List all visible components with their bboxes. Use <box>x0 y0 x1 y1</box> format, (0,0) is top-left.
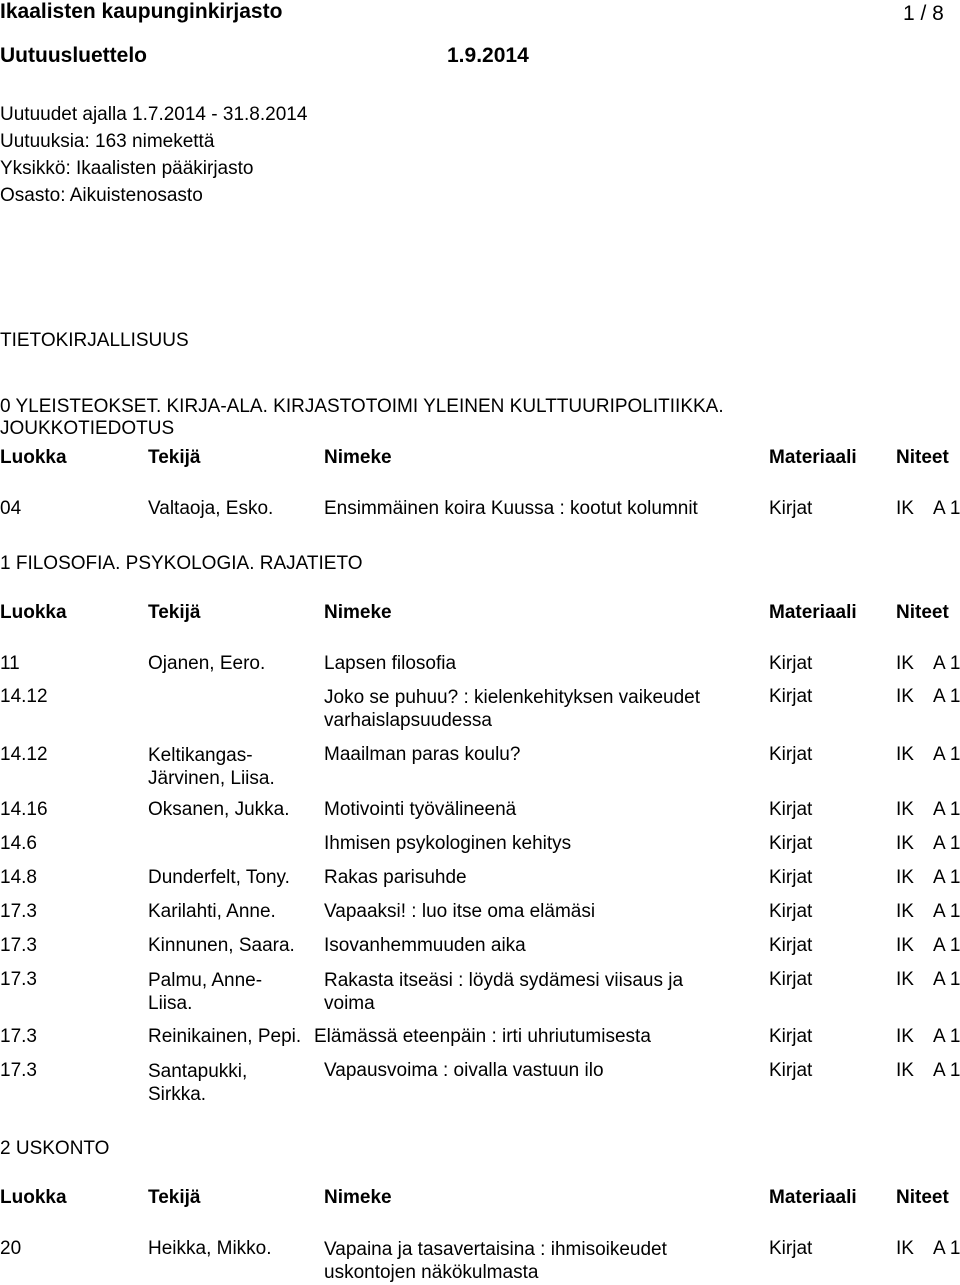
cell-materiaali: Kirjat <box>769 498 813 519</box>
cell-luokka: 11 <box>0 653 20 674</box>
cell-nimeke: Lapsen filosofia <box>324 653 457 674</box>
col-header-niteet: Niteet <box>896 1187 949 1208</box>
col-header-luokka: Luokka <box>0 1187 67 1208</box>
cell-materiaali: Kirjat <box>769 799 813 820</box>
list-title: Uutuusluettelo <box>0 44 147 67</box>
cell-luokka: 14.12 <box>0 744 48 765</box>
cell-copies: A 1 <box>933 969 960 990</box>
cell-ik: IK <box>896 653 914 674</box>
cell-copies: A 1 <box>933 901 960 922</box>
cell-luokka: 14.12 <box>0 686 48 707</box>
cell-tekija: Dunderfelt, Tony. <box>148 867 290 888</box>
col-header-tekija: Tekijä <box>148 1187 201 1208</box>
cell-tekija: Oksanen, Jukka. <box>148 799 290 820</box>
cell-luokka: 20 <box>0 1238 22 1259</box>
col-header-luokka: Luokka <box>0 602 67 623</box>
cell-ik: IK <box>896 935 914 956</box>
col-header-materiaali: Materiaali <box>769 602 857 623</box>
col-header-nimeke: Nimeke <box>324 1187 392 1208</box>
cell-ik: IK <box>896 799 914 820</box>
cell-copies: A 1 <box>933 498 960 519</box>
count-text: Uutuuksia: 163 nimekettä <box>0 131 215 152</box>
cell-nimeke: Vapaina ja tasavertaisina : ihmisoikeudet uskontojen näkökulmasta <box>324 1239 667 1283</box>
cell-ik: IK <box>896 901 914 922</box>
page-number: 1 / 8 <box>903 2 944 25</box>
section-title: 2 USKONTO <box>0 1138 110 1159</box>
cell-ik: IK <box>896 498 914 519</box>
col-header-niteet: Niteet <box>896 447 949 468</box>
cell-materiaali: Kirjat <box>769 653 813 674</box>
cell-copies: A 1 <box>933 833 960 854</box>
department-text: Osasto: Aikuistenosasto <box>0 185 203 206</box>
col-header-nimeke: Nimeke <box>324 602 392 623</box>
cell-nimeke: Maailman paras koulu? <box>324 744 521 765</box>
cell-tekija: Ojanen, Eero. <box>148 653 266 674</box>
cell-nimeke: Elämässä eteenpäin : irti uhriutumisesta <box>314 1026 651 1047</box>
cell-materiaali: Kirjat <box>769 1026 813 1047</box>
cell-materiaali: Kirjat <box>769 686 813 707</box>
cell-luokka: 14.6 <box>0 833 37 854</box>
cell-luokka: 17.3 <box>0 969 37 990</box>
category-heading: TIETOKIRJALLISUUS <box>0 330 189 351</box>
cell-materiaali: Kirjat <box>769 833 813 854</box>
cell-materiaali: Kirjat <box>769 1238 813 1259</box>
cell-copies: A 1 <box>933 653 960 674</box>
cell-copies: A 1 <box>933 867 960 888</box>
cell-nimeke: Vapaaksi! : luo itse oma elämäsi <box>324 901 596 922</box>
cell-nimeke: Ensimmäinen koira Kuussa : kootut kolumnit <box>324 498 698 519</box>
period-text: Uutuudet ajalla 1.7.2014 - 31.8.2014 <box>0 104 308 125</box>
cell-materiaali: Kirjat <box>769 969 813 990</box>
cell-nimeke: Vapausvoima : oivalla vastuun ilo <box>324 1060 604 1081</box>
cell-ik: IK <box>896 969 914 990</box>
cell-tekija: Reinikainen, Pepi. <box>148 1026 302 1047</box>
col-header-materiaali: Materiaali <box>769 1187 857 1208</box>
cell-luokka: 14.8 <box>0 867 37 888</box>
cell-ik: IK <box>896 744 914 765</box>
cell-nimeke: Rakas parisuhde <box>324 867 467 888</box>
cell-copies: A 1 <box>933 744 960 765</box>
section-title: 0 YLEISTEOKSET. KIRJA-ALA. KIRJASTOTOIMI YLEINEN KULTTUURIPOLITIIKKA. <box>0 396 724 417</box>
cell-copies: A 1 <box>933 1026 960 1047</box>
list-date: 1.9.2014 <box>447 44 529 67</box>
cell-ik: IK <box>896 867 914 888</box>
cell-tekija: Santapukki, Sirkka. <box>148 1061 248 1105</box>
col-header-luokka: Luokka <box>0 447 67 468</box>
cell-nimeke: Motivointi työvälineenä <box>324 799 517 820</box>
cell-ik: IK <box>896 1060 914 1081</box>
cell-ik: IK <box>896 833 914 854</box>
cell-tekija: Heikka, Mikko. <box>148 1238 272 1259</box>
unit-text: Yksikkö: Ikaalisten pääkirjasto <box>0 158 254 179</box>
cell-copies: A 1 <box>933 686 960 707</box>
section-title: 1 FILOSOFIA. PSYKOLOGIA. RAJATIETO <box>0 553 363 574</box>
col-header-niteet: Niteet <box>896 602 949 623</box>
cell-materiaali: Kirjat <box>769 867 813 888</box>
cell-tekija: Palmu, Anne-Liisa. <box>148 970 263 1014</box>
cell-ik: IK <box>896 1026 914 1047</box>
cell-nimeke: Ihmisen psykologinen kehitys <box>324 833 572 854</box>
cell-luokka: 17.3 <box>0 901 37 922</box>
cell-tekija: Keltikangas-Järvinen, Liisa. <box>148 745 275 789</box>
section-title-cont: JOUKKOTIEDOTUS <box>0 418 175 439</box>
cell-materiaali: Kirjat <box>769 935 813 956</box>
cell-copies: A 1 <box>933 935 960 956</box>
cell-nimeke: Joko se puhuu? : kielenkehityksen vaikeudet varhaislapsuudessa <box>324 687 701 731</box>
cell-copies: A 1 <box>933 1238 960 1259</box>
cell-materiaali: Kirjat <box>769 744 813 765</box>
col-header-tekija: Tekijä <box>148 447 201 468</box>
cell-copies: A 1 <box>933 799 960 820</box>
library-name: Ikaalisten kaupunginkirjasto <box>0 0 283 23</box>
col-header-nimeke: Nimeke <box>324 447 392 468</box>
cell-tekija: Karilahti, Anne. <box>148 901 276 922</box>
cell-luokka: 17.3 <box>0 1026 37 1047</box>
cell-materiaali: Kirjat <box>769 901 813 922</box>
col-header-materiaali: Materiaali <box>769 447 857 468</box>
cell-luokka: 14.16 <box>0 799 48 820</box>
cell-tekija: Kinnunen, Saara. <box>148 935 295 956</box>
cell-materiaali: Kirjat <box>769 1060 813 1081</box>
cell-ik: IK <box>896 1238 914 1259</box>
cell-nimeke: Isovanhemmuuden aika <box>324 935 526 956</box>
cell-luokka: 17.3 <box>0 1060 37 1081</box>
cell-ik: IK <box>896 686 914 707</box>
cell-luokka: 17.3 <box>0 935 37 956</box>
cell-tekija: Valtaoja, Esko. <box>148 498 274 519</box>
cell-copies: A 1 <box>933 1060 960 1081</box>
cell-nimeke: Rakasta itseäsi : löydä sydämesi viisaus ja voima <box>324 970 684 1014</box>
col-header-tekija: Tekijä <box>148 602 201 623</box>
cell-luokka: 04 <box>0 498 22 519</box>
